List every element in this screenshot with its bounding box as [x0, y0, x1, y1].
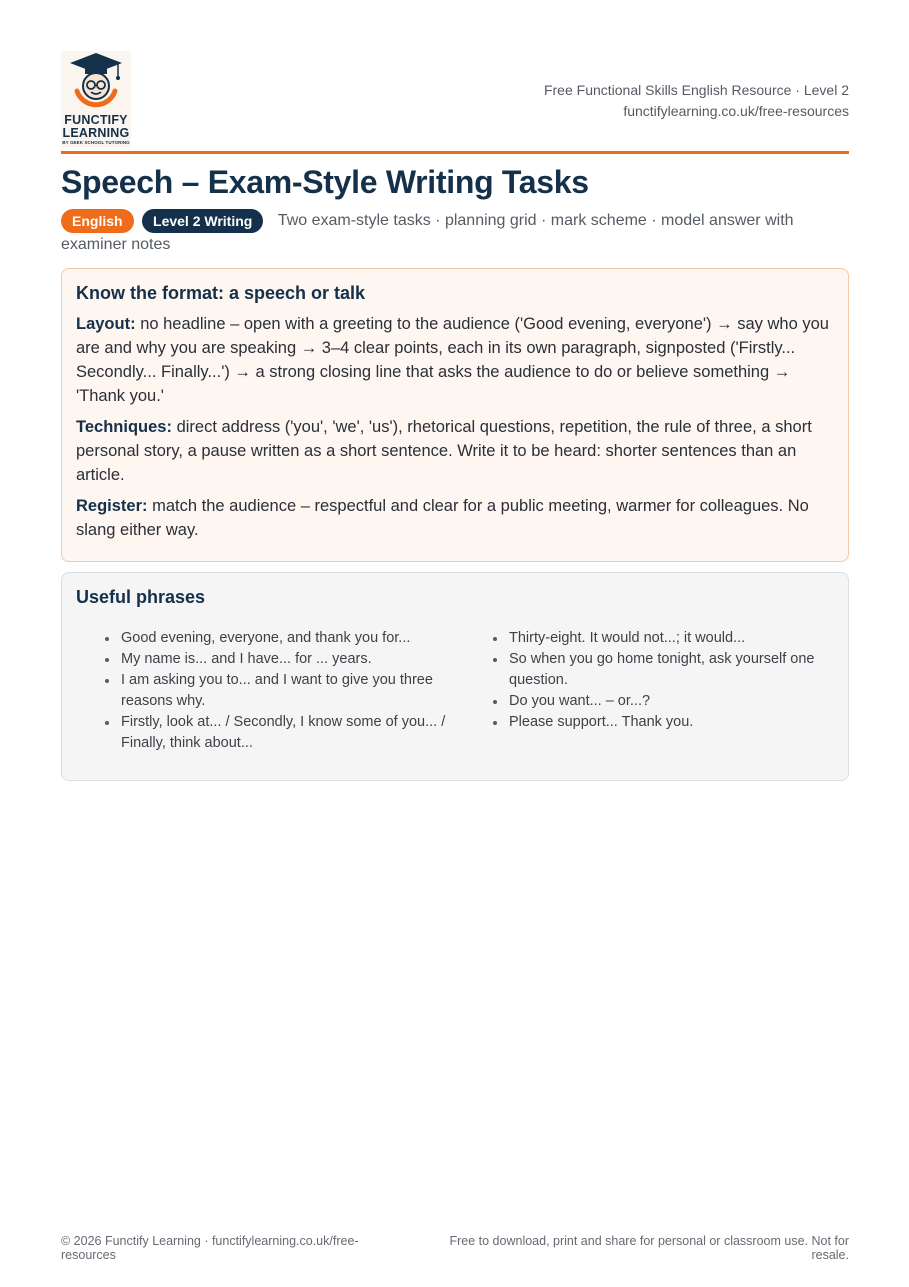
- footer-usage-note: Free to download, print and share for personal or classroom use. Not for resale.: [449, 1234, 849, 1262]
- logo-wordmark-line2: LEARNING: [62, 126, 130, 140]
- phrases-column-right: [509, 628, 829, 733]
- list-item: So when you go home tonight, ask yourself one question.: [509, 649, 829, 691]
- list-item: My name is... and I have... for ... years.: [121, 649, 451, 670]
- subject-badge: English: [61, 209, 134, 233]
- resource-url: functifylearning.co.uk/free-resources: [623, 103, 849, 119]
- layout-paragraph: [76, 312, 834, 408]
- list-item: I am asking you to... and I want to give you three reasons why.: [121, 670, 451, 712]
- techniques-label: Techniques:: [76, 418, 172, 436]
- level-badge: Level 2 Writing: [142, 209, 263, 233]
- list-item: Firstly, look at... / Secondly, I know some of you... / Finally, think about...: [121, 712, 451, 754]
- phrases-box: [61, 572, 849, 781]
- logo-wordmark-line1: FUNCTIFY: [64, 113, 128, 127]
- resource-line: Free Functional Skills English Resource · Level 2: [543, 82, 849, 98]
- register-label: Register:: [76, 497, 148, 515]
- functify-logo: [61, 51, 131, 147]
- phrases-column-left: [121, 628, 451, 754]
- meta-line: [61, 209, 851, 257]
- graduate-mascot-icon: [61, 51, 131, 113]
- header-info: [544, 80, 849, 122]
- list-item: Do you want... – or...?: [509, 691, 829, 712]
- header-divider: [61, 151, 849, 154]
- format-box: [61, 268, 849, 562]
- logo-tagline: BY GEEK SCHOOL TUTORING: [62, 140, 130, 145]
- list-item: Good evening, everyone, and thank you for...: [121, 628, 451, 649]
- techniques-paragraph: [76, 415, 834, 487]
- footer-copyright: © 2026 Functify Learning · functifylearning.co.uk/free-resources: [61, 1234, 359, 1262]
- list-item: Please support... Thank you.: [509, 712, 829, 733]
- format-heading: Know the format: a speech or talk: [76, 283, 366, 303]
- register-paragraph: [76, 494, 834, 542]
- layout-text: no headline – open with a greeting to the audience ('Good evening, everyone') → say who you are and why you are speaking → 3–4 clear points, each in its own paragraph, signposted ('Firstly... Secondly... Finally...') → a strong closing line that asks the audience to do or believe something → 'Thank you.': [76, 315, 829, 405]
- resource-description: Two exam-style tasks · planning grid · mark scheme · model answer with examiner notes: [61, 212, 794, 253]
- layout-label: Layout:: [76, 315, 136, 333]
- techniques-text: direct address ('you', 'we', 'us'), rhetorical questions, repetition, the rule of three, a short personal story, a pause written as a short sentence. Write it to be heard: shorter sentences than an article.: [76, 418, 812, 484]
- register-text: match the audience – respectful and clear for a public meeting, warmer for colleagues. No slang either way.: [76, 497, 809, 539]
- phrases-heading: Useful phrases: [76, 587, 206, 607]
- list-item: Thirty-eight. It would not...; it would...: [509, 628, 829, 649]
- page-title: Speech – Exam-Style Writing Tasks: [61, 164, 589, 200]
